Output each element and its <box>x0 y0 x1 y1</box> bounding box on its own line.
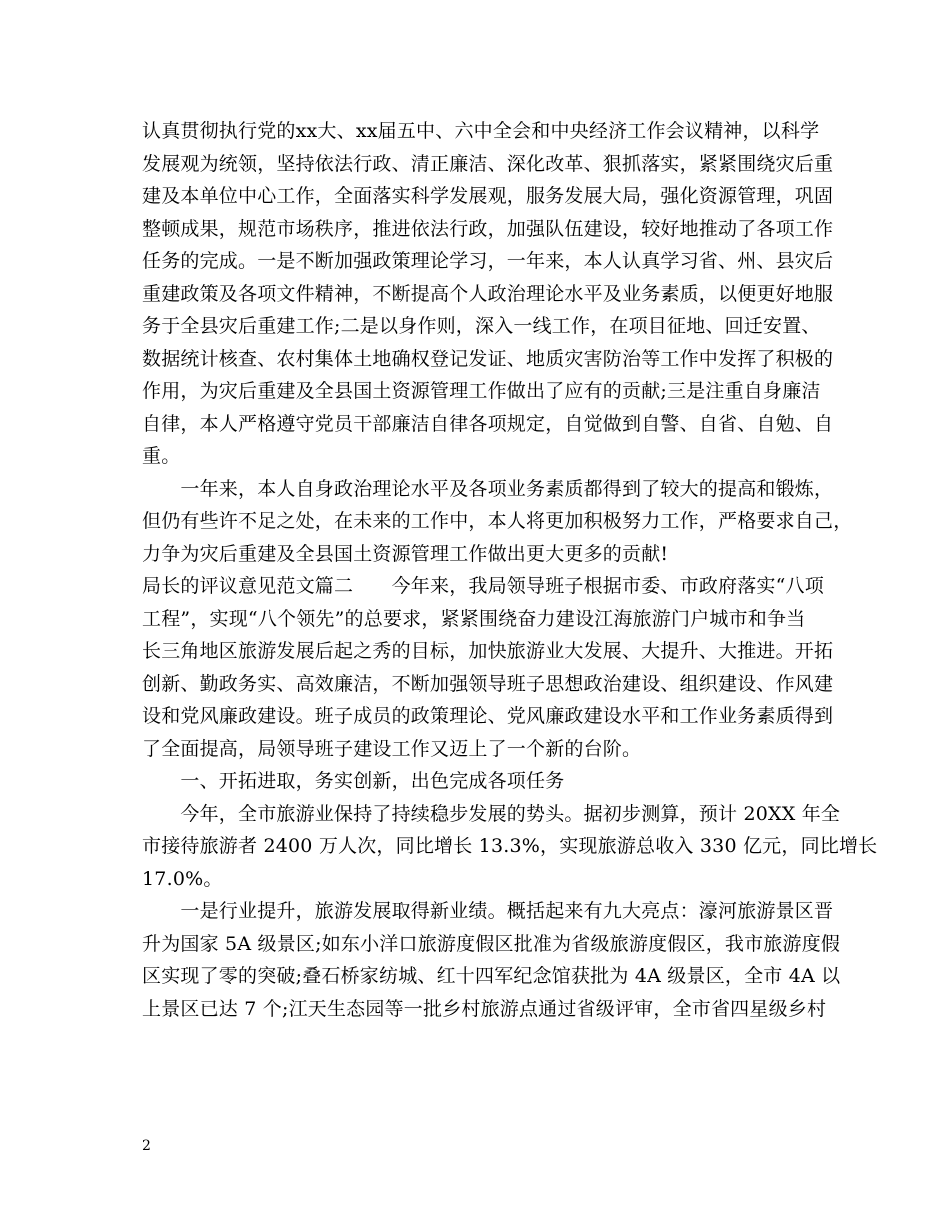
text-line: 任务的完成。一是不断加强政策理论学习，一年来，本人认真学习省、州、县灾后 <box>142 250 834 272</box>
text-line: 力争为灾后重建及全县国土资源管理工作做出更大更多的贡献! <box>142 542 669 565</box>
text-line: 重。 <box>142 445 181 467</box>
text-line: 一年来，本人自身政治理论水平及各项业务素质都得到了较大的提高和锻炼， <box>142 477 834 500</box>
text-line: 但仍有些许不足之处，在未来的工作中，本人将更加积极努力工作，严格要求自己， <box>142 510 853 532</box>
text-line: 创新、勤政务实、高效廉洁，不断加强领导班子思想政治建设、组织建设、作风建 <box>142 672 834 695</box>
text-line: 市接待旅游者 2400 万人次，同比增长 13.3%，实现旅游总收入 330 亿元，同比增长 <box>142 835 878 857</box>
text-line: 设和党风廉政建设。班子成员的政策理论、党风廉政建设水平和工作业务素质得到 <box>142 705 834 727</box>
text-line: 长三角地区旅游发展后起之秀的目标，加快旅游业大发展、大提升、大推进。开拓 <box>142 640 834 662</box>
text-line: 认真贯彻执行党的xx大、xx届五中、六中全会和中央经济工作会议精神，以科学 <box>142 120 820 142</box>
section-heading-line: 局长的评议意见范文篇二 今年来，我局领导班子根据市委、市政府落实“八项 <box>142 575 824 597</box>
text-line: 升为国家 5A 级景区;如东小洋口旅游度假区批准为省级旅游度假区，我市旅游度假 <box>142 932 841 955</box>
text-line: 数据统计核查、农村集体土地确权登记发证、地质灾害防治等工作中发挥了积极的 <box>142 347 834 370</box>
text-line: 区实现了零的突破;叠石桥家纺城、红十四军纪念馆获批为 4A 级景区，全市 4A 以 <box>142 965 841 987</box>
text-line: 重建政策及各项文件精神，不断提高个人政治理论水平及业务素质，以便更好地服 <box>142 282 834 305</box>
text-line: 17.0%。 <box>142 867 223 890</box>
text-line: 上景区已达 7 个;江天生态园等一批乡村旅游点通过省级评审，全市省四星级乡村 <box>142 997 827 1020</box>
document-body <box>142 115 878 1025</box>
page-number: 2 <box>142 1138 151 1154</box>
text-line: 工程”，实现“八个领先”的总要求，紧紧围绕奋力建设江海旅游门户城市和争当 <box>142 607 806 630</box>
text-line: 了全面提高，局领导班子建设工作又迈上了一个新的台阶。 <box>142 737 642 760</box>
subheading-line: 一、开拓进取，务实创新，出色完成各项任务 <box>142 770 565 792</box>
text-line: 一是行业提升，旅游发展取得新业绩。概括起来有九大亮点：濠河旅游景区晋 <box>142 900 834 922</box>
text-line: 作用，为灾后重建及全县国土资源管理工作做出了应有的贡献;三是注重自身廉洁 <box>142 380 821 402</box>
text-line: 自律，本人严格遵守党员干部廉洁自律各项规定，自觉做到自警、自省、自勉、自 <box>142 412 834 435</box>
text-line: 发展观为统领，坚持依法行政、清正廉洁、深化改革、狠抓落实，紧紧围绕灾后重 <box>142 152 834 175</box>
text-line: 建及本单位中心工作，全面落实科学发展观，服务发展大局，强化资源管理，巩固 <box>142 185 834 207</box>
text-line: 务于全县灾后重建工作;二是以身作则，深入一线工作，在项目征地、回迁安置、 <box>142 315 821 337</box>
text-line: 整顿成果，规范市场秩序，推进依法行政，加强队伍建设，较好地推动了各项工作 <box>142 217 834 240</box>
text-line: 今年，全市旅游业保持了持续稳步发展的势头。据初步测算，预计 20XX 年全 <box>142 802 841 825</box>
